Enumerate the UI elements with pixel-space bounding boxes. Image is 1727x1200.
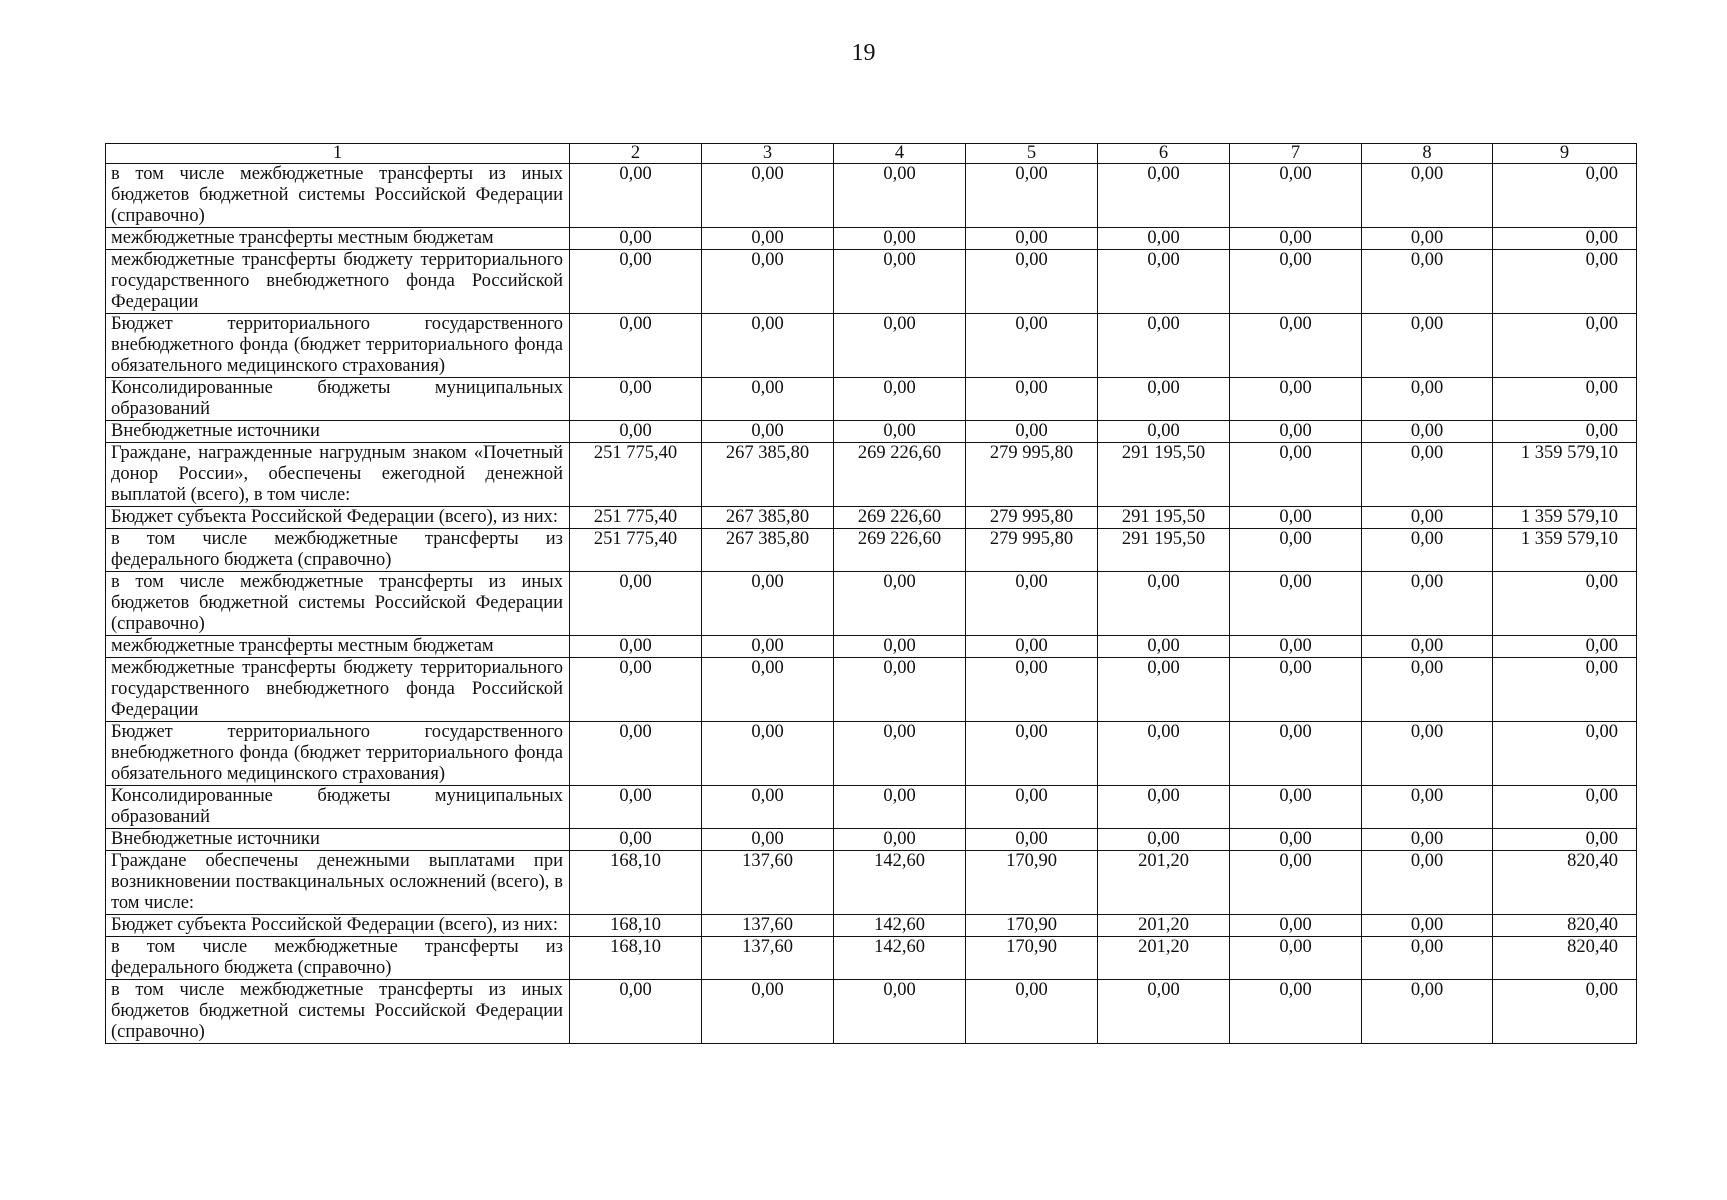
column-header: 6: [1098, 144, 1230, 164]
value-cell-col-3: 137,60: [702, 915, 834, 937]
value-cell-col-6: 201,20: [1098, 851, 1230, 915]
value-cell-col-9: 0,00: [1493, 164, 1637, 228]
value-cell-col-3: 267 385,80: [702, 507, 834, 529]
column-header: 2: [570, 144, 702, 164]
row-label: Внебюджетные источники: [106, 421, 570, 443]
table-row: [106, 443, 1637, 507]
row-label: межбюджетные трансферты бюджету территориального государственного внебюджетного фонда Российской Федерации: [106, 658, 570, 722]
value-cell-col-2: 251 775,40: [570, 529, 702, 572]
table-row: [106, 164, 1637, 228]
value-cell-col-2: 0,00: [570, 314, 702, 378]
value-cell-col-3: 267 385,80: [702, 529, 834, 572]
row-label: межбюджетные трансферты бюджету территориального государственного внебюджетного фонда Российской Федерации: [106, 250, 570, 314]
table-row: [106, 421, 1637, 443]
row-label: Граждане обеспечены денежными выплатами при возникновении поствакцинальных осложнений (всего), в том числе:: [106, 851, 570, 915]
value-cell-col-4: 0,00: [834, 658, 966, 722]
value-cell-col-7: 0,00: [1230, 722, 1362, 786]
value-cell-col-2: 0,00: [570, 636, 702, 658]
value-cell-col-3: 0,00: [702, 378, 834, 421]
value-cell-col-3: 137,60: [702, 851, 834, 915]
value-cell-col-9: 820,40: [1493, 915, 1637, 937]
value-cell-col-3: 0,00: [702, 228, 834, 250]
value-cell-col-7: 0,00: [1230, 250, 1362, 314]
value-cell-col-8: 0,00: [1362, 572, 1493, 636]
value-cell-col-6: 291 195,50: [1098, 507, 1230, 529]
value-cell-col-7: 0,00: [1230, 529, 1362, 572]
column-header: 1: [106, 144, 570, 164]
row-label: Бюджет субъекта Российской Федерации (всего), из них:: [106, 507, 570, 529]
table-row: [106, 786, 1637, 829]
value-cell-col-7: 0,00: [1230, 572, 1362, 636]
value-cell-col-7: 0,00: [1230, 851, 1362, 915]
value-cell-col-8: 0,00: [1362, 786, 1493, 829]
value-cell-col-4: 0,00: [834, 722, 966, 786]
page-number: 19: [851, 40, 876, 66]
value-cell-col-4: 0,00: [834, 421, 966, 443]
value-cell-col-4: 142,60: [834, 851, 966, 915]
row-label: Консолидированные бюджеты муниципальных образований: [106, 786, 570, 829]
table-row: [106, 529, 1637, 572]
value-cell-col-9: 0,00: [1493, 829, 1637, 851]
value-cell-col-8: 0,00: [1362, 314, 1493, 378]
value-cell-col-3: 0,00: [702, 658, 834, 722]
value-cell-col-5: 0,00: [966, 980, 1098, 1044]
value-cell-col-9: 0,00: [1493, 636, 1637, 658]
value-cell-col-5: 0,00: [966, 378, 1098, 421]
value-cell-col-5: 279 995,80: [966, 529, 1098, 572]
value-cell-col-6: 0,00: [1098, 829, 1230, 851]
value-cell-col-7: 0,00: [1230, 937, 1362, 980]
table-row: [106, 658, 1637, 722]
value-cell-col-5: 0,00: [966, 829, 1098, 851]
value-cell-col-5: 0,00: [966, 164, 1098, 228]
value-cell-col-3: 0,00: [702, 829, 834, 851]
value-cell-col-3: 0,00: [702, 722, 834, 786]
value-cell-col-5: 0,00: [966, 636, 1098, 658]
value-cell-col-6: 0,00: [1098, 421, 1230, 443]
column-header: 3: [702, 144, 834, 164]
value-cell-col-8: 0,00: [1362, 507, 1493, 529]
table-row: [106, 851, 1637, 915]
row-label: Граждане, награжденные нагрудным знаком «Почетный донор России», обеспечены ежегодной денежной выплатой (всего), в том числе:: [106, 443, 570, 507]
value-cell-col-7: 0,00: [1230, 228, 1362, 250]
value-cell-col-9: 820,40: [1493, 851, 1637, 915]
value-cell-col-9: 0,00: [1493, 722, 1637, 786]
value-cell-col-4: 142,60: [834, 937, 966, 980]
value-cell-col-4: 0,00: [834, 250, 966, 314]
table-row: [106, 829, 1637, 851]
value-cell-col-8: 0,00: [1362, 915, 1493, 937]
value-cell-col-3: 0,00: [702, 250, 834, 314]
value-cell-col-9: 0,00: [1493, 250, 1637, 314]
value-cell-col-9: 0,00: [1493, 786, 1637, 829]
value-cell-col-7: 0,00: [1230, 314, 1362, 378]
value-cell-col-5: 0,00: [966, 250, 1098, 314]
value-cell-col-9: 1 359 579,10: [1493, 443, 1637, 507]
value-cell-col-2: 168,10: [570, 937, 702, 980]
value-cell-col-9: 0,00: [1493, 572, 1637, 636]
budget-table: [105, 143, 1637, 1044]
column-header: 9: [1493, 144, 1637, 164]
value-cell-col-4: 0,00: [834, 164, 966, 228]
value-cell-col-9: 0,00: [1493, 980, 1637, 1044]
value-cell-col-4: 0,00: [834, 572, 966, 636]
value-cell-col-6: 0,00: [1098, 786, 1230, 829]
value-cell-col-3: 0,00: [702, 421, 834, 443]
value-cell-col-8: 0,00: [1362, 636, 1493, 658]
row-label: межбюджетные трансферты местным бюджетам: [106, 228, 570, 250]
value-cell-col-2: 0,00: [570, 722, 702, 786]
value-cell-col-4: 0,00: [834, 378, 966, 421]
value-cell-col-2: 0,00: [570, 250, 702, 314]
value-cell-col-2: 168,10: [570, 915, 702, 937]
value-cell-col-6: 0,00: [1098, 658, 1230, 722]
value-cell-col-8: 0,00: [1362, 378, 1493, 421]
value-cell-col-9: 0,00: [1493, 228, 1637, 250]
value-cell-col-4: 0,00: [834, 228, 966, 250]
value-cell-col-7: 0,00: [1230, 829, 1362, 851]
value-cell-col-2: 0,00: [570, 378, 702, 421]
table-row: [106, 378, 1637, 421]
table-row: [106, 636, 1637, 658]
value-cell-col-5: 0,00: [966, 228, 1098, 250]
value-cell-col-7: 0,00: [1230, 378, 1362, 421]
column-number-row: [106, 144, 1637, 164]
row-label: Бюджет территориального государственного внебюджетного фонда (бюджет территориального фонда обязательного медицинского страхования): [106, 722, 570, 786]
value-cell-col-2: 251 775,40: [570, 507, 702, 529]
row-label: Бюджет территориального государственного внебюджетного фонда (бюджет территориального фонда обязательного медицинского страхования): [106, 314, 570, 378]
value-cell-col-9: 1 359 579,10: [1493, 529, 1637, 572]
value-cell-col-9: 0,00: [1493, 314, 1637, 378]
value-cell-col-8: 0,00: [1362, 443, 1493, 507]
value-cell-col-3: 137,60: [702, 937, 834, 980]
value-cell-col-8: 0,00: [1362, 980, 1493, 1044]
value-cell-col-5: 279 995,80: [966, 443, 1098, 507]
table-row: [106, 980, 1637, 1044]
column-header: 4: [834, 144, 966, 164]
value-cell-col-2: 0,00: [570, 786, 702, 829]
value-cell-col-7: 0,00: [1230, 658, 1362, 722]
value-cell-col-7: 0,00: [1230, 636, 1362, 658]
value-cell-col-7: 0,00: [1230, 507, 1362, 529]
value-cell-col-2: 0,00: [570, 164, 702, 228]
value-cell-col-8: 0,00: [1362, 421, 1493, 443]
value-cell-col-3: 0,00: [702, 572, 834, 636]
value-cell-col-6: 0,00: [1098, 314, 1230, 378]
value-cell-col-5: 0,00: [966, 572, 1098, 636]
value-cell-col-2: 0,00: [570, 572, 702, 636]
value-cell-col-5: 279 995,80: [966, 507, 1098, 529]
value-cell-col-6: 0,00: [1098, 636, 1230, 658]
value-cell-col-6: 201,20: [1098, 937, 1230, 980]
value-cell-col-6: 0,00: [1098, 250, 1230, 314]
value-cell-col-8: 0,00: [1362, 851, 1493, 915]
value-cell-col-7: 0,00: [1230, 421, 1362, 443]
value-cell-col-2: 0,00: [570, 980, 702, 1044]
value-cell-col-5: 170,90: [966, 937, 1098, 980]
row-label: Консолидированные бюджеты муниципальных образований: [106, 378, 570, 421]
row-label: Бюджет субъекта Российской Федерации (всего), из них:: [106, 915, 570, 937]
value-cell-col-8: 0,00: [1362, 658, 1493, 722]
value-cell-col-8: 0,00: [1362, 228, 1493, 250]
table-header: [106, 144, 1637, 164]
value-cell-col-6: 0,00: [1098, 572, 1230, 636]
value-cell-col-3: 0,00: [702, 636, 834, 658]
row-label: межбюджетные трансферты местным бюджетам: [106, 636, 570, 658]
value-cell-col-2: 0,00: [570, 658, 702, 722]
value-cell-col-7: 0,00: [1230, 980, 1362, 1044]
value-cell-col-4: 0,00: [834, 786, 966, 829]
value-cell-col-2: 251 775,40: [570, 443, 702, 507]
value-cell-col-4: 0,00: [834, 829, 966, 851]
value-cell-col-3: 0,00: [702, 786, 834, 829]
value-cell-col-6: 0,00: [1098, 378, 1230, 421]
row-label: Внебюджетные источники: [106, 829, 570, 851]
value-cell-col-4: 269 226,60: [834, 507, 966, 529]
value-cell-col-4: 0,00: [834, 636, 966, 658]
value-cell-col-9: 0,00: [1493, 421, 1637, 443]
value-cell-col-6: 0,00: [1098, 722, 1230, 786]
value-cell-col-3: 0,00: [702, 980, 834, 1044]
value-cell-col-8: 0,00: [1362, 529, 1493, 572]
value-cell-col-2: 0,00: [570, 421, 702, 443]
value-cell-col-3: 0,00: [702, 164, 834, 228]
column-header: 5: [966, 144, 1098, 164]
value-cell-col-5: 0,00: [966, 314, 1098, 378]
value-cell-col-7: 0,00: [1230, 915, 1362, 937]
row-label: в том числе межбюджетные трансферты из иных бюджетов бюджетной системы Российской Федерации (справочно): [106, 980, 570, 1044]
value-cell-col-5: 0,00: [966, 722, 1098, 786]
value-cell-col-6: 201,20: [1098, 915, 1230, 937]
value-cell-col-6: 0,00: [1098, 164, 1230, 228]
table-row: [106, 228, 1637, 250]
value-cell-col-9: 820,40: [1493, 937, 1637, 980]
table-row: [106, 937, 1637, 980]
value-cell-col-8: 0,00: [1362, 937, 1493, 980]
row-label: в том числе межбюджетные трансферты из федерального бюджета (справочно): [106, 529, 570, 572]
value-cell-col-5: 170,90: [966, 851, 1098, 915]
table-row: [106, 915, 1637, 937]
value-cell-col-6: 0,00: [1098, 228, 1230, 250]
value-cell-col-2: 0,00: [570, 228, 702, 250]
value-cell-col-6: 0,00: [1098, 980, 1230, 1044]
value-cell-col-8: 0,00: [1362, 722, 1493, 786]
value-cell-col-3: 267 385,80: [702, 443, 834, 507]
value-cell-col-5: 170,90: [966, 915, 1098, 937]
row-label: в том числе межбюджетные трансферты из федерального бюджета (справочно): [106, 937, 570, 980]
value-cell-col-5: 0,00: [966, 421, 1098, 443]
row-label: в том числе межбюджетные трансферты из иных бюджетов бюджетной системы Российской Федерации (справочно): [106, 164, 570, 228]
table-row: [106, 722, 1637, 786]
value-cell-col-4: 269 226,60: [834, 529, 966, 572]
table-row: [106, 572, 1637, 636]
value-cell-col-4: 0,00: [834, 980, 966, 1044]
value-cell-col-2: 0,00: [570, 829, 702, 851]
value-cell-col-8: 0,00: [1362, 164, 1493, 228]
value-cell-col-4: 269 226,60: [834, 443, 966, 507]
table-row: [106, 507, 1637, 529]
value-cell-col-8: 0,00: [1362, 829, 1493, 851]
value-cell-col-9: 0,00: [1493, 378, 1637, 421]
value-cell-col-6: 291 195,50: [1098, 443, 1230, 507]
value-cell-col-2: 168,10: [570, 851, 702, 915]
value-cell-col-3: 0,00: [702, 314, 834, 378]
column-header: 7: [1230, 144, 1362, 164]
value-cell-col-7: 0,00: [1230, 164, 1362, 228]
value-cell-col-5: 0,00: [966, 786, 1098, 829]
value-cell-col-7: 0,00: [1230, 786, 1362, 829]
value-cell-col-5: 0,00: [966, 658, 1098, 722]
table-body: [106, 164, 1637, 1044]
value-cell-col-9: 0,00: [1493, 658, 1637, 722]
value-cell-col-4: 142,60: [834, 915, 966, 937]
value-cell-col-7: 0,00: [1230, 443, 1362, 507]
table-row: [106, 250, 1637, 314]
value-cell-col-9: 1 359 579,10: [1493, 507, 1637, 529]
row-label: в том числе межбюджетные трансферты из иных бюджетов бюджетной системы Российской Федерации (справочно): [106, 572, 570, 636]
value-cell-col-4: 0,00: [834, 314, 966, 378]
value-cell-col-8: 0,00: [1362, 250, 1493, 314]
column-header: 8: [1362, 144, 1493, 164]
value-cell-col-6: 291 195,50: [1098, 529, 1230, 572]
table-row: [106, 314, 1637, 378]
